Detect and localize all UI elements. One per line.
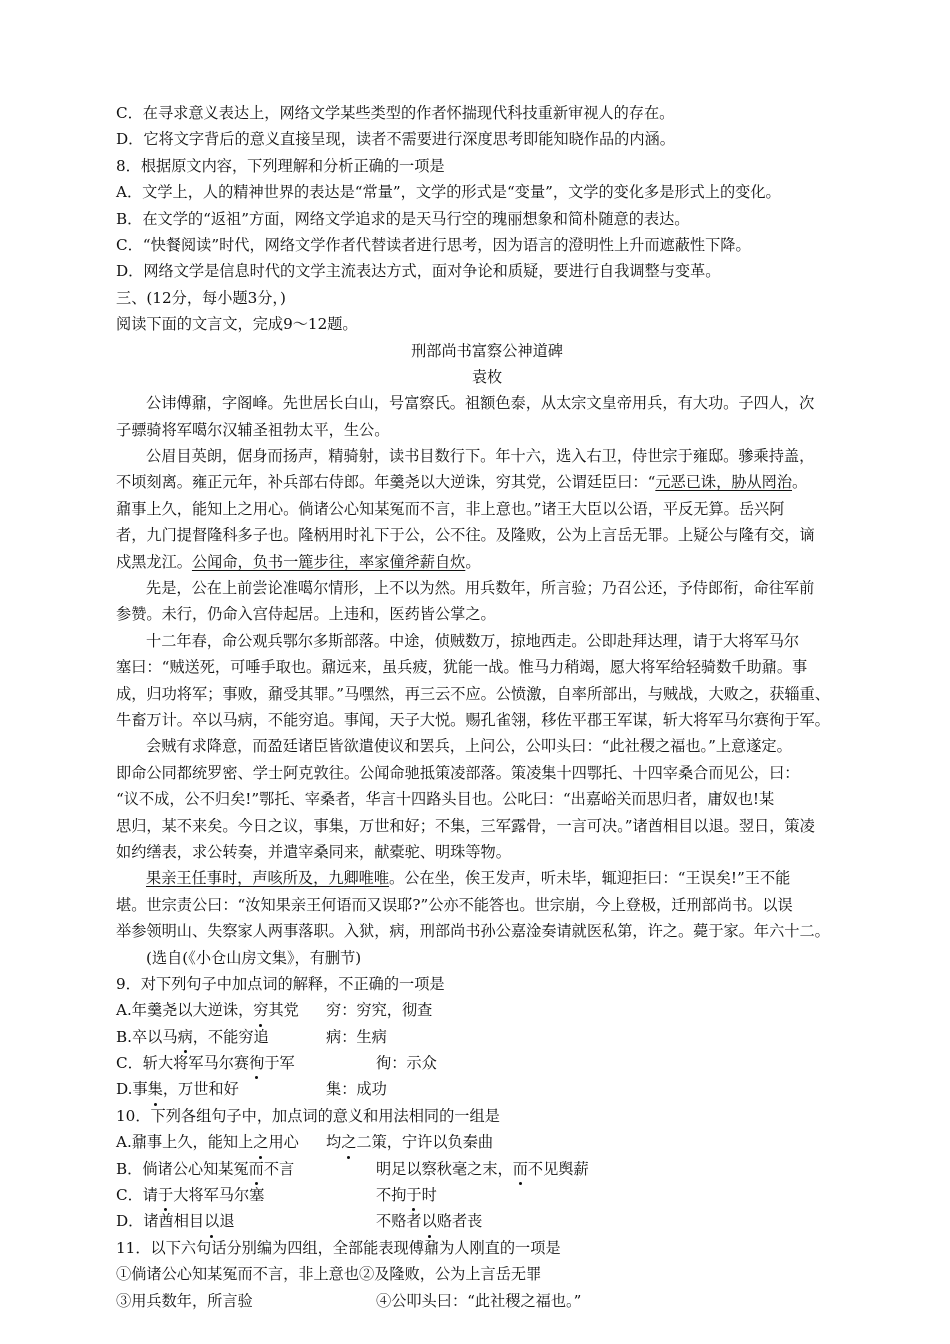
q8-option-d: D．网络文学是信息时代的文学主流表达方式，面对争论和质疑，要进行自我调整与变革。 [116,262,721,281]
article-line: 如约缮表，求公转奏，并遣宰桑同来，献橐驼、明珠等物。 [116,842,511,861]
article-line: 塞曰：“贼送死，可唾手取也。鼐远来，虽兵疲，犹能一战。惟马力稍竭，愿大将军给轻骑数千助鼐。事 [116,658,808,677]
article-line: 子骠骑将军噶尔汉辅圣祖勃太平，生公。 [116,420,390,439]
article-line: 思归，某不来矣。今日之议，事集，万世和好；不集，三军露骨，一言可决。”诸酋相目以退。翌日，策凌 [116,816,815,835]
text-segment: 。 [792,473,808,492]
dotted-word: 之 [253,1129,268,1155]
article-line: “议不成，公不归矣!”鄂托、宰桑者，华言十四路头目也。公叱曰：“出嘉峪关而思归者，庸奴也!某 [116,790,775,809]
article-line: 先是，公在上前尝论准噶尔情形，上不以为然。用兵数年，所言验；乃召公还，予侍郎衔，命往军前 [146,579,815,598]
q11-choice: ④公叩头曰：“此社稷之福也。” [376,1291,582,1310]
q9-sentence: B.卒以马病，不能穷追 [116,1024,326,1050]
underlined-sentence: 元恶已诛，胁从罔治 [655,473,793,492]
q10-sentence-a: B．倘诸公心知某冤而不言 [116,1156,376,1182]
article-line: 成，归功将军；事败，鼐受其罪。”马嘿然，再三云不应。公愤激，自率所部出，与贼战，大败之，获辎重、 [116,684,830,703]
q9-stem: 9．对下列句子中加点词的解释，不正确的一项是 [116,974,445,993]
article-line: 公眉目英朗，倨身而扬声，精骑射，读书目数行下。年十六，选入右卫，侍世宗于雍邸。骖乘持盖， [146,447,815,466]
q10-sentence-b: 不拘于时 [376,1186,437,1204]
q8-option-a: A．文学上，人的精神世界的表达是“常量”，文学的形式是“变量”，文学的变化多是形式上的变化。 [116,183,781,202]
article-line: 者，九门提督隆科多子也。隆柄用时礼下于公，公不往。及隆败，公为上言岳无罪。上疑公与隆有交，谪 [116,526,815,545]
dotted-word: 于 [158,1182,173,1208]
article-line: 十二年春，命公观兵鄂尔多斯部落。中途，侦贼数万，掠地西走。公即赴拜达理，请于大将军马尔 [146,631,800,650]
q9-option [116,1076,858,1102]
article-line: 堪。世宗责公曰：“汝知果亲王何语而又误耶?”公亦不能答也。世宗崩，今上登极，迁刑部尚书。以误 [116,895,793,914]
q10-sentence-a: D．诸酋相目以退 [116,1208,376,1234]
q9-gloss: 穷：穷究，彻查 [326,1001,433,1020]
article-line: 即命公同都统罗密、学士阿克敦往。公闻命驰抵策凌部落。策凌集十四鄂托、十四宰桑合而见公，曰： [116,763,800,782]
q9-option [116,997,858,1023]
q9-gloss: 徇：示众 [376,1054,437,1073]
q10-option [116,1182,858,1208]
q11-choice: ③用兵数年，所言验 [116,1291,253,1310]
q9-option [116,1050,858,1076]
article-title: 刑部尚书富察公神道碑 [411,341,563,360]
q10-stem: 10．下列各组句子中，加点词的意义和用法相同的一组是 [116,1106,500,1125]
text-segment: 戍黑龙江。 [116,552,192,571]
section-heading: 三、(12分，每小题3分，) [116,288,286,307]
q9-option [116,1024,858,1050]
q10-option [116,1156,858,1182]
q10-sentence-a: C．请于大将军马尔塞 [116,1182,376,1208]
q9-sentence: C．斩大将军马尔赛徇于军 [116,1050,376,1076]
dotted-word: 徇 [249,1050,264,1076]
article-line [116,549,858,575]
q11-choices [116,1288,858,1314]
article-line [116,865,858,891]
underlined-sentence: 公闻命，负书一簏步往，率家僮斧薪自炊 [191,552,466,571]
q9-gloss: 集：成功 [326,1080,387,1099]
article-author: 袁枚 [471,367,503,386]
q9-gloss: 病：生病 [326,1027,387,1046]
q11-choices: ①倘诸公心知某冤而不言，非上意也②及隆败，公为上言岳无罪 [116,1265,542,1284]
dotted-word: 以 [422,1208,437,1234]
q8-option-b: B．在文学的“返祖”方面，网络文学追求的是天马行空的瑰丽想象和简朴随意的表达。 [116,209,690,228]
q7-option-d: D．它将文字背后的意义直接呈现，读者不需要进行深度思考即能知晓作品的内涵。 [116,130,675,149]
dotted-word: 以 [204,1208,219,1234]
article-line: 参赞。未行，仍命入宫侍起居。上违和，医药皆公掌之。 [116,605,496,624]
section-instruction: 阅读下面的文言文，完成9～12题。 [116,315,358,334]
dotted-word: 之 [341,1129,356,1155]
q10-sentence-b: 不赂者以赂者丧 [376,1212,482,1230]
dotted-word: 病 [178,1024,193,1050]
article-line: 会贼有求降意，而盈廷诸臣皆欲遣使议和罢兵，上问公，公叩头曰：“此社稷之福也。”上意遂定。 [146,737,792,756]
article-line: 公讳傅鼐，字阁峰。先世居长白山，号富察氏。祖额色泰，从太宗文皇帝用兵，有大功。子四人，次 [146,394,815,413]
text-segment: 。 [465,552,481,571]
q10-sentence-b: 均之二策，宁许以负秦曲 [326,1133,493,1151]
dotted-word: 穷 [253,997,268,1023]
dotted-word: 集 [148,1076,163,1102]
document-page [116,100,858,1314]
q7-option-c: C．在寻求意义表达上，网络文学某些类型的作者怀揣现代科技重新审视人的存在。 [116,104,675,122]
text-segment: 不顷刻离。雍正元年，补兵部右侍郎。年羹尧以大逆诛，穷其党，公谓廷臣曰：“ [116,473,656,492]
article-source: (选自(《小仓山房文集》，有删节) [146,948,362,967]
q10-option [116,1208,858,1234]
q11-stem: 11．以下六句话分别编为四组，全部能表现傅鼐为人刚直的一项是 [116,1238,561,1257]
q10-sentence-a: A.鼐事上久，能知上之用心 [116,1129,326,1155]
dotted-word: 而 [513,1156,528,1182]
underlined-sentence: 果亲王任事时，声咳所及，九卿唯唯 [146,869,389,888]
article-line: 牛畜万计。卒以马病，不能穷追。事闻，天子大悦。赐孔雀翎，移佐平郡王军谋，斩大将军马尔赛徇于军。 [116,710,830,729]
article-line: 举参领明山、失察家人两事落职。入狱，病，刑部尚书孙公嘉淦奏请就医私第，许之。薨于家。年六十二。 [116,922,830,941]
text-segment: 。公在坐，俟王发声，听未毕，辄迎拒曰：“王误矣!”王不能 [389,869,791,888]
dotted-word: 而 [249,1156,264,1182]
article-line [116,469,858,495]
article-line: 鼐事上久，能知上之用心。倘诸公心知某冤而不言，非上意也。”诸王大臣以公语，平反无算。岳兴阿 [116,499,785,518]
q10-option [116,1129,858,1155]
q8-option-c: C．“快餐阅读”时代，网络文学作者代替读者进行思考，因为语言的澄明性上升而遮蔽性下降。 [116,235,751,254]
q9-sentence: D.事集，万世和好 [116,1076,326,1102]
q8-stem: 8．根据原文内容，下列理解和分析正确的一项是 [116,156,445,175]
q9-sentence: A.年羹尧以大逆诛，穷其党 [116,997,326,1023]
dotted-word: 于 [406,1182,421,1208]
q10-sentence-b: 明足以察秋毫之末，而不见舆薪 [376,1160,589,1178]
